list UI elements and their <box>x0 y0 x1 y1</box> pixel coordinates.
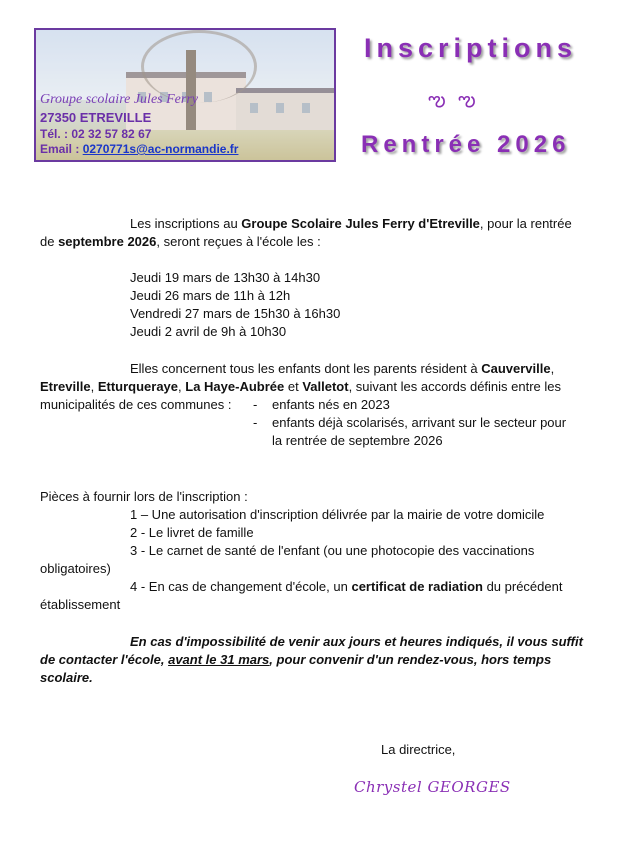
piece-item-continued: obligatoires) <box>40 561 111 576</box>
piece-item <box>130 578 562 596</box>
concern-text: , suivant les accords définis entre les <box>348 379 562 394</box>
intro-line-2 <box>40 233 321 251</box>
notice-text: de contacter l'école, <box>40 652 169 667</box>
signature-name: Chrystel GEORGES <box>354 778 511 796</box>
piece-item: 2 - Le livret de famille <box>130 525 254 540</box>
concern-text: Elles concernent tous les enfants dont les parents résident à <box>130 361 482 376</box>
commune-name: La Haye-Aubrée <box>185 379 285 394</box>
concern-line-1 <box>130 360 554 378</box>
piece-item: 1 – Une autorisation d'inscription délivrée par la mairie de votre domicile <box>130 507 545 522</box>
notice-deadline: avant le 31 mars <box>168 652 270 667</box>
piece-certificate: certificat de radiation <box>351 579 483 594</box>
signature-role: La directrice, <box>381 742 456 757</box>
bullet-item-continued: la rentrée de septembre 2026 <box>272 433 443 448</box>
notice-line-3: scolaire. <box>40 670 93 685</box>
concern-text: , <box>90 379 98 394</box>
piece-text: 4 - En cas de changement d'école, un <box>130 579 352 594</box>
bullet-dash: - <box>253 397 258 412</box>
page-subtitle: Rentrée 2026 <box>361 131 571 158</box>
intro-text: , pour la rentrée <box>479 216 572 231</box>
email-label: Email : <box>40 142 83 156</box>
notice-text: , pour convenir d'un rendez-vous, hors temps <box>269 652 552 667</box>
date-item: Jeudi 19 mars de 13h30 à 14h30 <box>130 270 321 285</box>
concern-text: , <box>550 361 555 376</box>
date-item: Vendredi 27 mars de 15h30 à 16h30 <box>130 306 341 321</box>
piece-item-continued: établissement <box>40 597 121 612</box>
intro-text: Les inscriptions au <box>130 216 242 231</box>
school-name: Groupe scolaire Jules Ferry <box>40 92 198 107</box>
commune-name: Valletot <box>302 379 349 394</box>
intro-month: septembre 2026 <box>58 234 157 249</box>
school-email-row <box>40 140 238 158</box>
commune-name: Etreville <box>40 379 91 394</box>
bullet-item: enfants nés en 2023 <box>272 397 390 412</box>
commune-name: Cauverville <box>481 361 551 376</box>
date-item: Jeudi 26 mars de 11h à 12h <box>130 288 291 303</box>
intro-line-1 <box>130 215 572 233</box>
page-title: Inscriptions <box>364 33 578 63</box>
school-postal-address: 27350 ETREVILLE <box>40 110 152 125</box>
email-link[interactable]: 0270771s@ac-normandie.fr <box>82 142 239 156</box>
bullet-dash: - <box>253 415 258 430</box>
piece-item: 3 - Le carnet de santé de l'enfant (ou une photocopie des vaccinations <box>130 543 535 558</box>
notice-line-2 <box>40 651 551 669</box>
pieces-heading: Pièces à fournir lors de l'inscription : <box>40 489 248 504</box>
title-ornament-icon: ఌ ఌ <box>428 87 479 111</box>
bullet-item: enfants déjà scolarisés, arrivant sur le secteur pour <box>272 415 567 430</box>
concern-text: , <box>178 379 186 394</box>
concern-text: et <box>284 379 303 394</box>
concern-line-2 <box>40 378 561 396</box>
piece-text: du précédent <box>482 579 563 594</box>
intro-text: de <box>40 234 59 249</box>
commune-name: Etturqueraye <box>97 379 179 394</box>
date-item: Jeudi 2 avril de 9h à 10h30 <box>130 324 287 339</box>
school-phone: Tél. : 02 32 57 82 67 <box>40 127 152 141</box>
notice-line-1: En cas d'impossibilité de venir aux jours et heures indiqués, il vous suffit <box>130 634 583 649</box>
concern-line-3: municipalités de ces communes : <box>40 397 232 412</box>
intro-text: , seront reçues à l'école les : <box>156 234 321 249</box>
intro-school-name: Groupe Scolaire Jules Ferry d'Etreville <box>241 216 480 231</box>
